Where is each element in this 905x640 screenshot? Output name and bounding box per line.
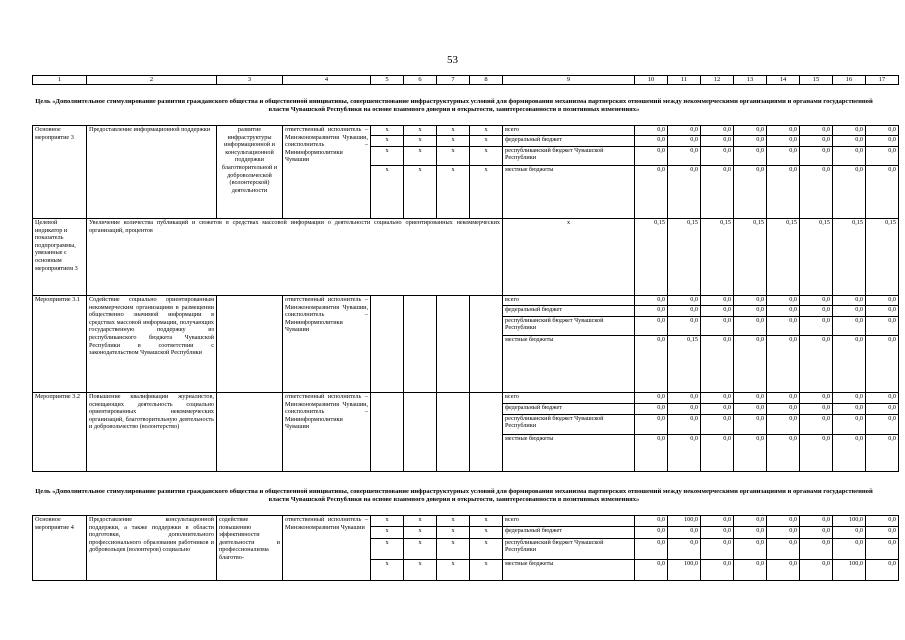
cell: 0,0 <box>800 166 833 219</box>
cell: 0,0 <box>866 393 899 404</box>
cell: 0,0 <box>734 393 767 404</box>
cell: 0,15 <box>833 219 866 296</box>
col-num: 1 <box>33 76 87 85</box>
cell: 0,0 <box>734 316 767 335</box>
cell: 0,0 <box>800 146 833 165</box>
cell: 0,0 <box>866 435 899 472</box>
cell: 0,0 <box>701 166 734 219</box>
col-num: 9 <box>503 76 635 85</box>
cell: 0,15 <box>800 219 833 296</box>
cell: x <box>371 146 404 165</box>
cell: x <box>404 516 437 527</box>
cell: 0,0 <box>734 560 767 581</box>
cell: 0,0 <box>767 538 800 559</box>
cell: x <box>470 126 503 136</box>
cell: x <box>437 527 470 538</box>
measure-name: Мероприятие 3.1 <box>33 296 87 393</box>
cell: 0,0 <box>800 538 833 559</box>
cell: 0,0 <box>635 414 668 434</box>
cell: x <box>470 166 503 219</box>
cell: 0,0 <box>701 393 734 404</box>
cell: 0,0 <box>668 166 701 219</box>
cell: 0,0 <box>833 336 866 393</box>
funding-source: всего <box>503 126 635 136</box>
funding-source: всего <box>503 516 635 527</box>
cell: 0,0 <box>734 336 767 393</box>
table-row <box>33 516 899 527</box>
cell: 0,0 <box>800 527 833 538</box>
cell: 0,0 <box>833 166 866 219</box>
cell: 0,0 <box>866 336 899 393</box>
funding-source: федеральный бюджет <box>503 306 635 316</box>
cell: x <box>371 560 404 581</box>
cell: 0,0 <box>668 136 701 146</box>
cell: 100,0 <box>833 516 866 527</box>
cell: 0,0 <box>800 516 833 527</box>
goal-heading-1: Цель «Дополнительное стимулирование развития гражданского общества и общественной инициативы, совершенствование инфраструктурных условий для формирования механизма партнерских отношений между некоммерческими организациями и органами государственной власти Чувашской Республики на основе взаимного доверия и открытости, заинтересованности в позитивных изменениях» <box>35 98 873 114</box>
cell: x <box>437 560 470 581</box>
col-num: 12 <box>701 76 734 85</box>
cell: 0,0 <box>668 296 701 306</box>
cell <box>404 393 437 472</box>
measure-exec: ответственный исполнитель – Минэкономразвития Чувашии, соисполнитель – Мининформполитики Чувашии <box>283 126 371 219</box>
cell: 0,0 <box>833 527 866 538</box>
cell: x <box>470 146 503 165</box>
cell: x <box>371 126 404 136</box>
cell: x <box>470 527 503 538</box>
col-num: 6 <box>404 76 437 85</box>
cell: 0,0 <box>767 166 800 219</box>
cell: 0,0 <box>767 296 800 306</box>
cell: 0,0 <box>635 126 668 136</box>
cell: 0,0 <box>734 435 767 472</box>
cell: 0,0 <box>866 166 899 219</box>
cell: 0,0 <box>833 136 866 146</box>
measure-name: Основное мероприятие 3 <box>33 126 87 219</box>
cell: 0,0 <box>701 538 734 559</box>
funding-source: республиканский бюджет Чувашской Республики <box>503 538 635 559</box>
cell: x <box>470 516 503 527</box>
cell: 0,0 <box>701 435 734 472</box>
cell: 0,0 <box>701 336 734 393</box>
cell: 0,0 <box>767 126 800 136</box>
cell: 0,0 <box>866 306 899 316</box>
funding-source: республиканский бюджет Чувашской Республики <box>503 414 635 434</box>
cell: 0,0 <box>800 306 833 316</box>
cell: 0,0 <box>866 527 899 538</box>
table-row <box>33 126 899 136</box>
col-num: 5 <box>371 76 404 85</box>
cell: 0,15 <box>734 219 767 296</box>
cell: 0,0 <box>668 306 701 316</box>
col-num: 17 <box>866 76 899 85</box>
cell: 0,0 <box>734 126 767 136</box>
cell: x <box>371 136 404 146</box>
cell: 0,0 <box>635 166 668 219</box>
cell: 0,0 <box>866 126 899 136</box>
cell: 0,0 <box>800 560 833 581</box>
cell: 0,0 <box>734 527 767 538</box>
cell: x <box>437 136 470 146</box>
cell: 0,0 <box>734 306 767 316</box>
col-num: 11 <box>668 76 701 85</box>
page-number: 53 <box>447 54 458 66</box>
cell: 0,0 <box>767 403 800 414</box>
funding-source: республиканский бюджет Чувашской Республики <box>503 146 635 165</box>
cell <box>437 296 470 393</box>
funding-source: всего <box>503 296 635 306</box>
cell: 0,0 <box>833 538 866 559</box>
cell: 0,0 <box>635 403 668 414</box>
cell: 0,0 <box>767 146 800 165</box>
cell: 0,0 <box>833 393 866 404</box>
measure-desc: Содействие социально ориентированным некоммерческим организациям в размещении общественно значимой информации в средствах массовой информации, получающих государственную поддержку из республиканского бюджета Чувашской Республики в соответствии с законодательством Чувашской Республики <box>87 296 217 393</box>
cell: x <box>404 136 437 146</box>
funding-source: федеральный бюджет <box>503 136 635 146</box>
cell: 0,0 <box>668 316 701 335</box>
cell: 0,0 <box>701 527 734 538</box>
cell: 0,0 <box>833 296 866 306</box>
col-num: 10 <box>635 76 668 85</box>
cell: 0,0 <box>668 393 701 404</box>
cell: 0,0 <box>635 336 668 393</box>
table-row <box>33 296 899 306</box>
cell: 0,15 <box>635 219 668 296</box>
cell: 0,0 <box>635 527 668 538</box>
funding-source: федеральный бюджет <box>503 527 635 538</box>
cell: x <box>404 166 437 219</box>
cell: 0,0 <box>833 306 866 316</box>
cell: 0,0 <box>866 560 899 581</box>
cell: 0,0 <box>668 527 701 538</box>
measure-exec: ответственный исполнитель – Минэкономразвития Чувашии, соисполнитель – Мининформполитики Чувашии <box>283 393 371 472</box>
col-num: 15 <box>800 76 833 85</box>
cell: 0,0 <box>734 296 767 306</box>
cell: 0,0 <box>734 146 767 165</box>
cell: 0,0 <box>701 296 734 306</box>
cell: 0,0 <box>668 538 701 559</box>
table-row <box>33 219 899 296</box>
cell: 0,0 <box>833 414 866 434</box>
cell: 0,0 <box>866 296 899 306</box>
cell: 0,0 <box>800 435 833 472</box>
cell: x <box>503 219 635 296</box>
cell: 0,15 <box>668 219 701 296</box>
cell: 0,0 <box>767 414 800 434</box>
cell: 0,0 <box>800 336 833 393</box>
cell: 0,0 <box>833 126 866 136</box>
cell: 0,0 <box>866 136 899 146</box>
col-num: 16 <box>833 76 866 85</box>
cell: x <box>437 538 470 559</box>
cell: 0,0 <box>635 393 668 404</box>
col-num: 13 <box>734 76 767 85</box>
cell: 0,0 <box>866 316 899 335</box>
budget-table-main <box>32 75 899 85</box>
cell: x <box>470 136 503 146</box>
cell: x <box>371 527 404 538</box>
cell: 0,0 <box>833 316 866 335</box>
cell: 0,0 <box>866 516 899 527</box>
cell: 0,0 <box>701 126 734 136</box>
cell: x <box>404 126 437 136</box>
cell: 0,0 <box>668 126 701 136</box>
cell: 0,0 <box>701 306 734 316</box>
cell: 0,15 <box>668 336 701 393</box>
cell: 0,0 <box>734 516 767 527</box>
cell: 0,0 <box>668 414 701 434</box>
cell: 0,0 <box>668 403 701 414</box>
cell: 0,0 <box>635 560 668 581</box>
cell: 0,15 <box>701 219 734 296</box>
table-row <box>33 393 899 404</box>
cell: x <box>404 146 437 165</box>
cell: 0,0 <box>701 403 734 414</box>
measure-desc: Предоставление информационной поддержки <box>87 126 217 219</box>
measure-desc: Повышение квалификации журналистов, освещающих деятельность социально ориентированных некоммерческих организаций, благотворительную деятельность и добровольчество (волонтерство) <box>87 393 217 472</box>
cell: 0,0 <box>866 414 899 434</box>
col-num: 14 <box>767 76 800 85</box>
cell: 0,0 <box>635 435 668 472</box>
cell: 0,0 <box>734 538 767 559</box>
funding-source: местные бюджеты <box>503 166 635 219</box>
cell: 0,0 <box>800 296 833 306</box>
cell: x <box>470 538 503 559</box>
cell: 0,0 <box>734 166 767 219</box>
cell: 0,0 <box>767 136 800 146</box>
cell: 0,0 <box>734 403 767 414</box>
funding-source: местные бюджеты <box>503 336 635 393</box>
cell: 0,0 <box>701 146 734 165</box>
funding-source: республиканский бюджет Чувашской Республики <box>503 316 635 335</box>
cell: 0,0 <box>701 316 734 335</box>
cell: 0,0 <box>767 393 800 404</box>
cell <box>217 393 283 472</box>
cell <box>470 296 503 393</box>
budget-table-measure3 <box>32 125 899 472</box>
indicator-desc: Увеличение количества публикаций и сюжетов в средствах массовой информации о деятельности социально ориентированных некоммерческих организаций, процентов <box>87 219 503 296</box>
cell: 0,0 <box>800 414 833 434</box>
measure-purpose: содействие повышению эффективности деятельности и профессионализма благотво- <box>217 516 283 581</box>
cell: 0,0 <box>767 527 800 538</box>
cell: 0,0 <box>833 146 866 165</box>
cell: 0,0 <box>767 435 800 472</box>
cell: 0,0 <box>701 560 734 581</box>
funding-source: всего <box>503 393 635 404</box>
col-num: 2 <box>87 76 217 85</box>
measure-exec: ответственный исполнитель – Минэкономразвития Чувашии, соисполнитель – Мининформполитики Чувашии <box>283 296 371 393</box>
cell: 0,0 <box>635 316 668 335</box>
funding-source: местные бюджеты <box>503 435 635 472</box>
cell: 0,0 <box>767 560 800 581</box>
cell: 0,0 <box>635 306 668 316</box>
col-num: 8 <box>470 76 503 85</box>
cell <box>217 296 283 393</box>
cell: 0,0 <box>767 316 800 335</box>
measure-exec: ответственный исполнитель – Минэкономразвития Чувашии <box>283 516 371 581</box>
cell <box>470 393 503 472</box>
cell: 0,0 <box>800 393 833 404</box>
cell: x <box>404 527 437 538</box>
cell <box>371 393 404 472</box>
cell: 0,0 <box>800 136 833 146</box>
cell: 100,0 <box>668 516 701 527</box>
cell: 0,0 <box>833 435 866 472</box>
cell: 0,0 <box>800 126 833 136</box>
cell: 0,0 <box>734 414 767 434</box>
cell: x <box>371 538 404 559</box>
cell: 0,0 <box>635 296 668 306</box>
col-num: 7 <box>437 76 470 85</box>
column-number-row <box>33 76 899 85</box>
cell: 0,15 <box>866 219 899 296</box>
cell: 0,0 <box>734 136 767 146</box>
cell <box>371 296 404 393</box>
cell <box>404 296 437 393</box>
cell: x <box>371 516 404 527</box>
cell: 0,0 <box>866 538 899 559</box>
cell: x <box>371 166 404 219</box>
cell: 100,0 <box>833 560 866 581</box>
cell: 0,0 <box>833 403 866 414</box>
cell: 0,0 <box>701 414 734 434</box>
cell: 100,0 <box>668 560 701 581</box>
cell: x <box>470 560 503 581</box>
cell: 0,0 <box>635 146 668 165</box>
col-num: 4 <box>283 76 371 85</box>
cell: 0,0 <box>767 336 800 393</box>
measure-purpose: развитие инфраструктуры информационной и консультационной поддержки благотворительной и добровольческой (волонтерской) деятельности <box>217 126 283 219</box>
cell: 0,0 <box>701 136 734 146</box>
budget-table-measure4 <box>32 515 899 581</box>
cell: 0,0 <box>701 516 734 527</box>
indicator-name: Целевой индикатор и показатель подпрограммы, увязанные с основным мероприятием 3 <box>33 219 87 296</box>
cell: 0,0 <box>800 403 833 414</box>
cell: 0,0 <box>767 516 800 527</box>
cell: 0,0 <box>866 146 899 165</box>
cell: x <box>437 126 470 136</box>
funding-source: федеральный бюджет <box>503 403 635 414</box>
cell: x <box>404 538 437 559</box>
measure-name: Основное мероприятие 4 <box>33 516 87 581</box>
cell: 0,0 <box>668 146 701 165</box>
measure-name: Мероприятие 3.2 <box>33 393 87 472</box>
cell: 0,0 <box>668 435 701 472</box>
cell: 0,0 <box>800 316 833 335</box>
cell: 0,0 <box>635 538 668 559</box>
cell: 0,15 <box>767 219 800 296</box>
funding-source: местные бюджеты <box>503 560 635 581</box>
cell: 0,0 <box>635 136 668 146</box>
cell: x <box>437 166 470 219</box>
cell <box>437 393 470 472</box>
col-num: 3 <box>217 76 283 85</box>
cell: 0,0 <box>635 516 668 527</box>
cell: x <box>404 560 437 581</box>
goal-heading-2: Цель «Дополнительное стимулирование развития гражданского общества и общественной инициативы, совершенствование инфраструктурных условий для формирования механизма партнерских отношений между некоммерческими организациями и органами государственной власти Чувашской Республики на основе взаимного доверия и открытости, заинтересованности в позитивных изменениях» <box>35 488 873 504</box>
cell: x <box>437 516 470 527</box>
measure-desc: Предоставление консультационной поддержки, а также поддержки в области подготовки, дополнительного профессионального образования работников и добровольцев (волонтеров) социально <box>87 516 217 581</box>
cell: x <box>437 146 470 165</box>
cell: 0,0 <box>767 306 800 316</box>
cell: 0,0 <box>866 403 899 414</box>
